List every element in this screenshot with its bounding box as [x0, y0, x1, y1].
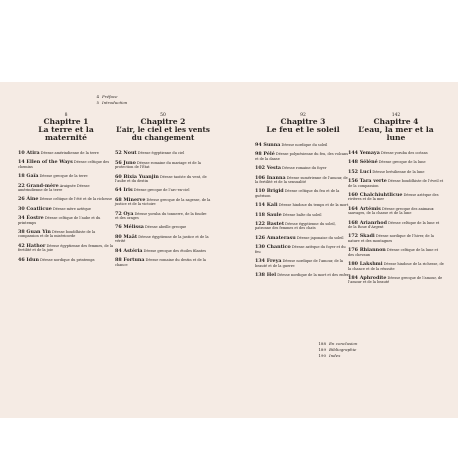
toc-entry-description: Déesse yoruba du tonnerre, de la foudre et des orages — [115, 211, 207, 221]
toc-entry-name: Atira — [26, 150, 40, 156]
toc-entry-page: 110 — [255, 188, 266, 195]
chapter-entries — [18, 151, 114, 262]
toc-entry-description: Déesse mère aztèque — [52, 206, 91, 211]
toc-entry-page: 126 — [255, 234, 266, 241]
toc-entry — [115, 225, 211, 229]
back-matter-item: 188 En conclusion — [318, 341, 358, 346]
toc-entry-name: Aphrodite — [359, 274, 387, 281]
toc-entry-page: 184 — [348, 274, 359, 281]
toc-entry — [18, 230, 114, 239]
toc-entry-title — [18, 173, 39, 179]
toc-entry-name: Minerve — [123, 196, 146, 203]
toc-entry-description: Déesse grecque de l’arc-en-ciel — [133, 188, 190, 193]
toc-entry-name: Vesta — [266, 165, 282, 172]
toc-entry-page: 64 — [115, 187, 122, 194]
chapter-3-column — [255, 113, 351, 282]
toc-entry-description: Déesse égyptienne de la justice et de la vérité — [115, 234, 209, 244]
toc-entry-name: Arianrhod — [359, 219, 387, 226]
toc-entry-page: 118 — [255, 211, 266, 218]
toc-entry-description: Déesse romaine du mariage et de la protection de l’État — [115, 160, 201, 170]
toc-entry-name: Rhiannon — [359, 247, 386, 254]
toc-entry-name: Hathor — [26, 242, 46, 249]
toc-entry — [18, 184, 114, 193]
toc-entry-name: Maât — [123, 233, 138, 240]
toc-entry — [255, 222, 351, 231]
toc-entry-description: Déesse japonaise du soleil — [296, 235, 344, 240]
toc-entry — [348, 160, 444, 164]
toc-entry — [115, 258, 211, 267]
chapter-heading: 8 Chapitre 1 La terre et la maternité — [38, 113, 94, 142]
toc-entry — [255, 273, 351, 277]
toc-entry-name: Astéria — [123, 247, 143, 254]
toc-entry-page: 130 — [255, 244, 266, 251]
toc-entry-name: Chalchiuhtlicue — [359, 192, 403, 199]
toc-entry-name: Guan Yin — [26, 229, 51, 236]
toc-entry-page: 88 — [115, 257, 122, 264]
toc-entry-description: Déesse brésilienne de la lune — [372, 169, 425, 174]
toc-entry-page: 52 — [115, 150, 122, 157]
toc-entry — [348, 221, 444, 230]
toc-entry-name: Mélissa — [123, 224, 144, 231]
toc-entry — [115, 212, 211, 221]
toc-entry-description: Déesse aztèque du foyer et du feu — [255, 245, 346, 254]
toc-entry-description: Déesse aztèque des rivières et de la mer — [348, 193, 439, 202]
toc-entry-page: 60 — [115, 173, 122, 180]
toc-entry-description: Déesse taoïste du vent, de l’aube et du destin — [115, 174, 207, 184]
toc-entry-page: 18 — [18, 173, 25, 180]
toc-entry-page: 80 — [115, 233, 122, 240]
toc-entry-description: Déesse bouddhiste de l’éveil et de la compassion — [348, 179, 444, 188]
toc-entry-name: Hel — [266, 271, 277, 278]
toc-entry-name: Sunna — [263, 142, 281, 148]
toc-entry — [115, 198, 211, 207]
toc-entry-page: 68 — [115, 196, 122, 203]
toc-entry — [18, 174, 114, 178]
toc-entry-title — [348, 159, 378, 165]
toc-entry-page: 114 — [255, 202, 266, 209]
toc-entry-page: 144 — [348, 150, 359, 156]
toc-entry-description: Déesse grecque de la lune — [378, 160, 426, 165]
toc-entry-name: Tara verte — [359, 178, 387, 185]
toc-entry-page: 34 — [18, 215, 25, 222]
toc-entry-description: Déesse romaine du foyer — [282, 166, 327, 171]
chapter-entries — [115, 151, 211, 267]
chapter-1-column — [18, 113, 114, 267]
toc-entry — [255, 236, 351, 240]
toc-entry-name: Chantico — [266, 244, 291, 251]
toc-entry-name: Idun — [26, 256, 39, 263]
toc-entry — [255, 166, 351, 170]
toc-entry — [18, 160, 114, 169]
toc-entry-page: 122 — [255, 221, 266, 228]
toc-entry — [348, 179, 444, 188]
back-matter-list — [315, 341, 357, 358]
toc-entry-title — [255, 235, 296, 241]
toc-entry-page: 138 — [255, 271, 266, 278]
toc-entry-description: Déesse grecque de l’amour, de l’amour et de la beauté — [348, 275, 443, 285]
toc-entry — [255, 259, 351, 268]
toc-entry-page: 42 — [18, 242, 25, 249]
bottom-margin — [0, 418, 458, 458]
toc-entry-description: Déesse celtique de l’aube et du printemps — [18, 216, 101, 225]
toc-entry-name: Fortuna — [123, 257, 145, 264]
toc-entry-title — [115, 248, 143, 254]
toc-entry-description: Araignée Déesse amérindienne de la terre — [18, 183, 90, 193]
toc-entry-description: Déesse abeille grecque — [145, 225, 187, 230]
toc-entry-name: Skadi — [359, 233, 375, 240]
chapter-4-column — [348, 113, 444, 290]
toc-entry-page: 152 — [348, 168, 359, 175]
toc-entry-description: Déesse nordique de l’amour, de la beauté et de la guerre — [255, 259, 343, 268]
toc-entry-description: Déesse nordique de la mort et des enfers — [277, 272, 351, 277]
toc-entry-description: Déesse nordique du printemps — [40, 257, 95, 262]
toc-entry-description: Déesse sumérienne de l’amour, de la fertilité et de la sensualité — [255, 175, 348, 185]
toc-entry-description: Déesse grecque des étoiles filantes — [143, 248, 207, 253]
front-matter-item: 4 Préface — [96, 94, 118, 99]
chapter-entries — [348, 151, 444, 285]
toc-entry — [115, 161, 211, 170]
top-margin — [0, 0, 458, 82]
back-matter-item: 189 Bibliographie — [318, 346, 357, 352]
toc-entry-page: 106 — [255, 174, 266, 181]
toc-entry-title — [255, 142, 280, 148]
toc-entry-page: 10 — [18, 150, 25, 156]
toc-entry-title — [255, 202, 278, 208]
toc-entry-name: Inanna — [266, 174, 286, 181]
toc-entry-description: Déesse grecque de la terre — [39, 174, 88, 179]
toc-entry — [18, 207, 114, 211]
toc-entry-title — [18, 196, 38, 202]
toc-entry-description: Déesse yoruba des océans — [380, 151, 428, 155]
chapter-heading: 92 Chapitre 3 Le feu et le soleil — [266, 113, 340, 134]
toc-entry-description: Déesse bouddhiste de la compassion et de la miséricorde — [18, 230, 96, 239]
toc-entry-page: 156 — [348, 178, 359, 185]
toc-entry — [348, 151, 444, 155]
toc-entry-name: Artémis — [359, 205, 381, 212]
toc-entry-page: 172 — [348, 233, 359, 240]
toc-entry-page: 180 — [348, 261, 359, 268]
toc-entry — [18, 244, 114, 253]
toc-entry-page: 84 — [115, 247, 122, 254]
toc-entry — [18, 151, 114, 155]
toc-entry — [348, 234, 444, 243]
toc-entry-page: 102 — [255, 165, 266, 172]
toc-entry-page: 30 — [18, 205, 25, 212]
toc-entry-name: Gaïa — [26, 173, 39, 180]
toc-entry — [255, 176, 351, 185]
chapter-heading: 50 Chapitre 2 L’air, le ciel et les vents du changement — [116, 113, 210, 143]
toc-entry-description: Déesse nordique de l’hiver, de la nature et des montagnes — [348, 234, 434, 243]
chapter-entries — [255, 143, 351, 277]
toc-entry — [348, 207, 444, 216]
toc-entry-title — [255, 165, 281, 171]
toc-entry-page: 134 — [255, 258, 266, 265]
toc-entry-page: 94 — [255, 142, 262, 148]
toc-entry-description: Déesse polynésienne du feu, des volcans et de la danse — [255, 152, 349, 161]
back-matter-item: 190 Index — [318, 352, 341, 358]
toc-entry — [255, 213, 351, 217]
toc-entry-name: Oya — [123, 210, 134, 217]
toc-entry-page: 160 — [348, 192, 359, 199]
toc-entry-name: Ellen of the Ways — [26, 159, 73, 166]
toc-entry-description: Déesse romaine du destin et de la chance — [115, 258, 206, 267]
toc-entry-name: Bastet — [266, 221, 285, 228]
toc-entry-name: Séléné — [359, 159, 378, 166]
toc-entry-page: 46 — [18, 256, 25, 263]
toc-entry-page: 26 — [18, 196, 25, 203]
chapter-2-column — [115, 113, 211, 272]
toc-entry-page: 56 — [115, 159, 122, 166]
toc-entry-name: Grand-mère — [26, 182, 59, 189]
toc-entry-page: 98 — [255, 151, 262, 158]
toc-entry-description: Déesse égyptienne du soleil, patronne des femmes et des chats — [255, 222, 336, 231]
toc-entry — [255, 203, 351, 207]
toc-entry-description: Déesse hindoue du temps et de la mort — [278, 203, 349, 208]
toc-entry-name: Juno — [123, 159, 136, 166]
toc-entry — [348, 193, 444, 202]
toc-entry-title — [255, 212, 282, 218]
toc-entry-page: 76 — [115, 224, 122, 231]
toc-entry-title — [115, 187, 133, 193]
toc-entry-name: Saule — [266, 211, 282, 218]
front-matter-list — [88, 94, 127, 106]
toc-entry-name: Brigid — [266, 188, 284, 195]
toc-entry-title — [255, 272, 276, 278]
toc-entry-description: Déesse égyptienne des femmes, de la fertilité et de la joie — [18, 243, 114, 253]
toc-entry — [115, 175, 211, 184]
toc-entry-description: Déesse celtique de l’été et de la richesse — [39, 197, 113, 202]
toc-entry — [115, 151, 211, 155]
toc-entry-name: Luci — [359, 168, 372, 175]
toc-entry — [255, 245, 351, 254]
toc-entry-description: Déesse celtique du feu et de la guérison — [255, 189, 340, 198]
toc-entry-name: Freya — [266, 258, 282, 265]
toc-entry — [255, 152, 351, 161]
toc-entry-name: Coatlicue — [26, 205, 52, 212]
toc-entry — [115, 249, 211, 253]
toc-entry-name: Éostre — [26, 215, 44, 222]
toc-entry — [18, 216, 114, 225]
toc-entry — [18, 258, 114, 262]
toc-entry-title — [18, 206, 52, 212]
toc-entry-page: 72 — [115, 210, 122, 217]
toc-entry-description: Déesse celtique de la lune et de la Roue d’Argent — [348, 220, 440, 230]
toc-entry-title — [18, 150, 40, 156]
toc-entry-title — [115, 150, 137, 156]
toc-entry-name: Pélé — [263, 151, 275, 158]
toc-entry-name: Lakshmi — [359, 261, 383, 268]
toc-entry-description: Déesse égyptienne du ciel — [137, 151, 185, 156]
toc-entry — [348, 170, 444, 174]
toc-entry-name: Iris — [123, 187, 133, 194]
toc-entry-name: Bixia Yuanjin — [123, 173, 159, 180]
toc-entry — [18, 197, 114, 201]
toc-entry-name: Amaterasu — [266, 234, 296, 241]
toc-entry-page: 148 — [348, 159, 359, 166]
toc-entry-name: Áine — [26, 196, 39, 203]
toc-entry — [115, 188, 211, 192]
toc-entry-page: 38 — [18, 229, 25, 236]
toc-entry-description: Déesse grecque de la sagesse, de la justice et de la victoire — [115, 197, 211, 207]
chapter-heading: 142 Chapitre 4 L’eau, la mer et la lune — [358, 113, 434, 142]
toc-entry-title — [18, 257, 39, 263]
toc-entry — [255, 143, 351, 147]
toc-entry — [348, 248, 444, 257]
front-matter-item: 5 Introduction — [96, 100, 128, 105]
toc-entry — [255, 189, 351, 198]
toc-entry-description: Déesse hindoue de la richesse, de la chance et de la réussite — [348, 262, 444, 271]
toc-entry-description: Déesse nordique du soleil — [281, 143, 328, 147]
toc-entry-title — [348, 169, 371, 175]
toc-entry-name: Kali — [266, 202, 278, 209]
toc-entry-name: Nout — [123, 150, 137, 157]
toc-entry-description: Déesse grecque des animaux sauvages, de la chasse et de la lune — [348, 206, 434, 216]
toc-entry-description: Déesse celtique des chemins — [18, 160, 110, 169]
toc-entry-description: Déesse amérindienne de la terre — [40, 151, 99, 155]
toc-entry-description: Déesse balte du soleil — [282, 212, 322, 217]
toc-entry-name: Yemaya — [359, 150, 380, 156]
toc-entry-title — [348, 150, 380, 156]
toc-entry-page: 168 — [348, 219, 359, 226]
toc-entry — [348, 262, 444, 271]
toc-entry-page: 22 — [18, 182, 25, 189]
toc-entry-title — [115, 224, 144, 230]
toc-entry — [115, 235, 211, 244]
toc-entry-page: 164 — [348, 205, 359, 212]
toc-entry-page: 14 — [18, 159, 25, 166]
toc-entry — [348, 276, 444, 285]
toc-entry-page: 176 — [348, 247, 359, 254]
toc-entry-description: Déesse celtique de la lune et des chevaux — [348, 248, 439, 257]
